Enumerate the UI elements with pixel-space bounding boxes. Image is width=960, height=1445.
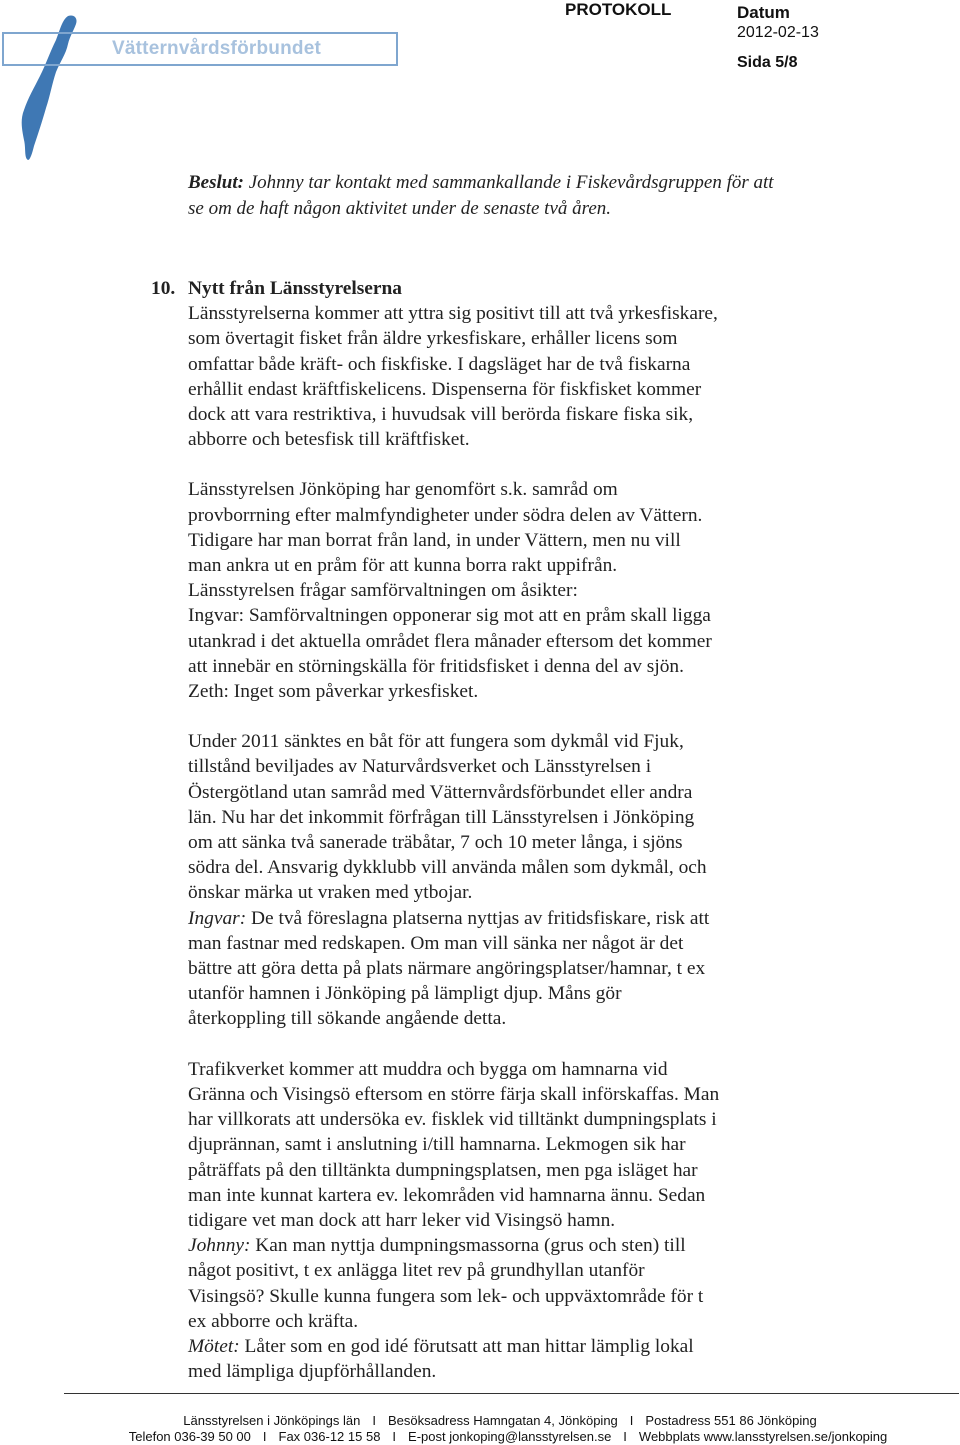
footer-line-2: Telefon 036-39 50 00 I Fax 036-12 15 58 I E-post jonkoping@lansstyrelsen.se I Webbplats www.lansstyrelsen.se/jonkoping [128,1429,888,1444]
paragraph-drilling: Länsstyrelsen Jönköping har genomfört s.k. samråd om provborrning efter malmfyndigheter under södra delen av Vättern. Tidigare har man borrat från land, in under Vättern, men nu vill man ankra ut en pråm för att kunna borra rakt uppifrån. Länsstyrelsen frågar samförvaltningen om åsikter: Ingvar: Samförvaltningen opponerar sig mot att en pråm skall ligga utankrad i det aktuella området flera månader eftersom det kommer att innebär en störningskälla för fritidsfisket i denna del av sjön. Zeth: Inget som påverkar yrkesfisket. [188,479,712,703]
paragraph-harbours: Trafikverket kommer att muddra och bygga om hamnarna vid Gränna och Visingsö eftersom en större färja skall införskaffas. Man har villkorats att undersöka ev. fisklek vid tilltänkt dumpningsplats i djuprännan, samt i anslutning i/till hamnarna. Lekmogen sik har påträffats på den tilltänkta dumpningsplatsen, men pga isläget har man inte kunnat kartera ev. lekområden vid hamnarna ännu. Sedan tidigare vet man dock att harr leker vid Visingsö hamn. Johnny: Kan man nyttja dumpningsmassorna (grus och sten) till något positivt, t ex anlägga litet rev på grundhyllan utanför Visingsö? Skulle kunna fungera som lek- och uppväxtområde för t ex abborre och kräfta. Mötet: Låter som en god idé förutsatt att man hittar lämplig lokal med lämpliga djupförhållanden. [188,1058,720,1383]
speaker-ingvar: Ingvar: [188,907,247,929]
section-10 [151,276,798,452]
footer-line-1: Länsstyrelsen i Jönköpings län I Besöksadress Hamngatan 4, Jönköping I Postadress 551 86 Jönköping [183,1413,817,1428]
date-label: Datum [737,3,790,22]
speaker-motet: Mötet: [188,1335,240,1357]
speaker-johnny: Johnny: [188,1235,251,1257]
footer-fax: Fax 036-12 15 58 [278,1429,381,1444]
footer-phone: Telefon 036-39 50 00 [128,1429,251,1444]
footer-postal-address: Postadress 551 86 Jönköping [645,1413,817,1428]
section-number: 10. [151,278,176,299]
document-body [151,170,798,1384]
footer-authority: Länsstyrelsen i Jönköpings län [183,1413,361,1428]
paragraph-license: Länsstyrelserna kommer att yttra sig positivt till att två yrkesfiskare, som övertagit fisket från äldre yrkesfiskare, erhåller licens som omfattar både kräft- och fiskfiske. I dagsläget har de två fiskarna erhållit endast kräftfiskelicens. Dispenserna för fiskfisket kommer dock att vara restriktiva, i huvudsak vill berörda fiskare fiska sik, abborre och betesfisk till kräftfisket. [188,303,718,451]
decision-paragraph: Beslut: Johnny tar kontakt med sammankallande i Fiskevårdsgruppen för att se om de haft någon aktivitet under de senaste två åren. [188,172,774,219]
date-value: 2012-02-13 [737,24,819,41]
section-title: Nytt från Länsstyrelserna [188,278,402,299]
page-number: Sida 5/8 [737,54,798,71]
footer-email: E-post jonkoping@lansstyrelsen.se [408,1429,612,1444]
footer-visit-address: Besöksadress Hamngatan 4, Jönköping [387,1413,618,1428]
footer-website: Webbplats www.lansstyrelsen.se/jonkoping [638,1429,888,1444]
paragraph-dive-targets: Under 2011 sänktes en båt för att fungera som dykmål vid Fjuk, tillstånd beviljades av Naturvårdsverket och Länsstyrelsen i Östergötland utan samråd med Vätternvårdsförbundet eller andra län. Nu har det inkommit förfrågan till Länsstyrelsen i Jönköping om att sänka två sanerade träbåtar, 7 och 10 meter långa, i sjöns södra del. Ansvarig dykklubb vill använda målen som dykmål, och önskar märka ut vraken med ytbojar. Ingvar: De två föreslagna platserna nyttjas av fritidsfiskare, risk att man fastnar med redskapen. Om man vill sänka ner något är det bättre att göra detta på plats närmare angöringsplatser/hamnar, t ex utanför hamnen i Jönköping på lämpligt djup. Måns gör återkoppling till sökande angående detta. [188,731,710,1030]
decision-label: Beslut: [188,172,244,193]
doc-type: PROTOKOLL [565,0,672,19]
org-name-box [2,32,398,66]
footer-divider [64,1393,959,1394]
org-name: Vätternvårdsförbundet [112,38,322,59]
